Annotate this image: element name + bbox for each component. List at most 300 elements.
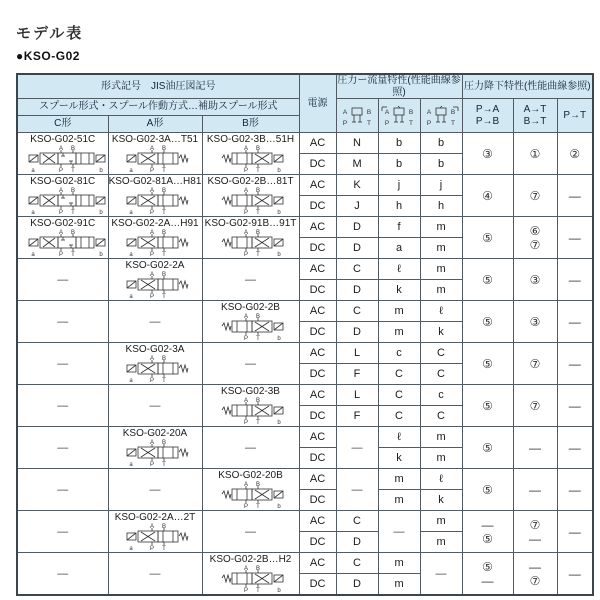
empty-model-cell: — [17, 301, 108, 343]
model-code: KSO-G02-81C [30, 176, 96, 187]
flow-value-cell: h [378, 196, 420, 217]
drop-value: — [481, 517, 494, 532]
svg-text:B: B [161, 524, 166, 530]
flow-value-cell: J [336, 196, 378, 217]
flow-value-cell: ℓ [378, 259, 420, 280]
drop-value: ③ [529, 272, 541, 287]
drop-value: ② [569, 146, 581, 161]
model-code: KSO-G02-3A [125, 344, 185, 355]
flow-value-cell: D [336, 322, 378, 343]
drop-value: ⑦ [529, 517, 541, 532]
flow-value-cell: k [378, 280, 420, 301]
drop-value: — [529, 559, 542, 574]
flow-value-cell: C [378, 385, 420, 406]
table-row [17, 175, 593, 196]
svg-text:P: P [243, 210, 248, 215]
flow-value-cell: L [336, 343, 378, 364]
svg-text:a: a [128, 168, 133, 173]
empty-model-cell: — [108, 469, 202, 511]
svg-text:b: b [276, 504, 281, 509]
flow-value-cell: C [336, 553, 378, 574]
svg-text:T: T [161, 168, 166, 173]
svg-text:P: P [384, 119, 390, 127]
power-cell: DC [299, 154, 336, 175]
svg-text:a: a [128, 378, 133, 383]
svg-text:P: P [58, 168, 64, 173]
svg-text:P: P [149, 462, 154, 467]
svg-text:T: T [161, 294, 166, 299]
header-p-to-a-b [462, 99, 513, 133]
drop-value: — [568, 524, 581, 539]
power-cell: AC [299, 301, 336, 322]
header-p-to-t [557, 99, 593, 133]
flow-value-cell: m [378, 301, 420, 322]
power-cell: DC [299, 490, 336, 511]
empty-model-cell: — [17, 385, 108, 427]
svg-text:A: A [149, 188, 154, 194]
drop-value: — [568, 314, 581, 329]
svg-text:a: a [128, 546, 133, 551]
power-cell: AC [299, 427, 336, 448]
model-cell [108, 343, 202, 385]
valve-center-position-icon [336, 99, 378, 133]
model-code: KSO-G02-2A…H91 [111, 218, 199, 229]
power-cell: AC [299, 175, 336, 196]
svg-text:B: B [161, 356, 166, 362]
flow-value-cell: j [420, 175, 462, 196]
svg-text:T: T [161, 378, 166, 383]
power-cell: AC [299, 511, 336, 532]
svg-text:B: B [255, 482, 260, 488]
drop-value-cell [557, 301, 593, 343]
flow-value-cell: — [420, 553, 462, 596]
svg-text:A: A [426, 108, 432, 116]
valve-symbol [109, 145, 203, 173]
svg-text:A: A [149, 146, 154, 152]
header-symbol-code: 形式記号 JIS油圧図記号 [17, 74, 299, 99]
svg-text:B: B [255, 146, 260, 152]
drop-value-cell [557, 133, 593, 175]
drop-value: ④ [482, 188, 493, 203]
flow-value-cell: D [336, 280, 378, 301]
drop-value-cell [462, 553, 513, 596]
flow-value-cell: m [420, 238, 462, 259]
svg-text:T: T [367, 119, 372, 127]
valve-right-offset-icon [420, 99, 462, 133]
flow-value-cell: m [378, 322, 420, 343]
header-flow-characteristics: 圧力ー流量特性(性能曲線参照) [337, 75, 461, 98]
flow-value-cell: b [378, 154, 420, 175]
table-row [17, 427, 593, 448]
svg-text:B: B [255, 398, 260, 404]
flow-value-cell: m [378, 574, 420, 596]
drop-value-cell [557, 469, 593, 511]
svg-text:A: A [342, 108, 348, 116]
svg-text:A: A [243, 398, 248, 404]
model-code: KSO-G02-3B [221, 386, 280, 397]
svg-text:a: a [31, 210, 35, 215]
svg-text:T: T [255, 504, 260, 509]
empty-model-cell: — [202, 511, 299, 553]
flow-value-cell: m [378, 469, 420, 490]
flow-value-cell: C [420, 343, 462, 364]
flow-value-cell: C [336, 511, 378, 532]
model-cell [202, 469, 299, 511]
svg-text:B: B [366, 108, 372, 116]
flow-value-cell: a [378, 238, 420, 259]
power-cell: AC [299, 385, 336, 406]
svg-text:a: a [128, 252, 133, 257]
svg-text:b: b [99, 252, 103, 257]
drop-value: ⑤ [482, 531, 493, 546]
svg-text:P: P [243, 588, 248, 593]
svg-text:A: A [58, 230, 64, 236]
svg-text:a: a [128, 462, 133, 467]
model-code: KSO-G02-20A [122, 428, 188, 439]
flow-value-cell: k [420, 490, 462, 511]
svg-text:B: B [70, 230, 76, 236]
valve-left-offset-icon [378, 99, 420, 133]
flow-value-cell: f [378, 217, 420, 238]
svg-text:T: T [161, 546, 166, 551]
drop-value: ⑤ [482, 398, 493, 413]
model-cell [202, 133, 299, 175]
drop-value: ⑦ [529, 237, 541, 252]
flow-value-cell: b [420, 133, 462, 154]
model-code: KSO-G02-3A…T51 [111, 134, 199, 145]
drop-col-label: P→A [475, 104, 500, 115]
svg-text:a: a [31, 252, 35, 257]
drop-value-cell [513, 511, 557, 553]
power-cell: AC [299, 343, 336, 364]
model-code: KSO-G02-3B…51H [206, 134, 295, 145]
header-col-c-type: C形 [17, 116, 108, 133]
drop-value-cell [513, 343, 557, 385]
model-cell [17, 175, 108, 217]
model-cell [108, 175, 202, 217]
model-cell [202, 217, 299, 259]
flow-value-cell: L [336, 385, 378, 406]
drop-value-cell [557, 217, 593, 259]
flow-value-cell: j [378, 175, 420, 196]
drop-value: ⑦ [529, 356, 541, 371]
drop-value: ⑤ [482, 230, 493, 245]
flow-value-cell: m [420, 280, 462, 301]
table-row [17, 553, 593, 574]
svg-text:T: T [161, 252, 166, 257]
flow-value-cell: D [336, 238, 378, 259]
drop-value: — [568, 230, 581, 245]
valve-symbol [203, 313, 300, 341]
drop-value-cell [513, 385, 557, 427]
svg-text:B: B [255, 314, 260, 320]
header-pressure-drop-characteristics: 圧力降下特性(性能曲線参照) [462, 74, 593, 99]
svg-text:b: b [99, 168, 103, 173]
table-row [17, 217, 593, 238]
svg-text:T: T [161, 462, 166, 467]
model-code: KSO-G02-81A…H81 [108, 176, 202, 187]
valve-symbol [109, 229, 203, 257]
svg-text:T: T [255, 336, 260, 341]
drop-col-label: P→B [475, 115, 500, 127]
drop-value-cell [462, 469, 513, 511]
flow-value-cell: c [378, 343, 420, 364]
flow-value-cell: b [420, 154, 462, 175]
model-cell [202, 175, 299, 217]
flow-value-cell: C [378, 406, 420, 427]
empty-model-cell: — [202, 427, 299, 469]
flow-value-cell: M [336, 154, 378, 175]
model-cell [202, 301, 299, 343]
power-cell: DC [299, 532, 336, 553]
svg-text:T: T [451, 119, 456, 127]
flow-value-cell: — [336, 427, 378, 469]
svg-text:B: B [450, 108, 456, 116]
drop-value: ① [529, 146, 541, 161]
drop-value-cell [557, 343, 593, 385]
model-code: KSO-G02-2B…81T [207, 176, 294, 187]
valve-symbol [203, 229, 300, 257]
power-cell: DC [299, 196, 336, 217]
svg-text:P: P [342, 119, 348, 127]
power-cell: DC [299, 448, 336, 469]
flow-value-cell: ℓ [378, 427, 420, 448]
valve-symbol [18, 145, 108, 173]
drop-value: — [568, 482, 581, 497]
svg-text:A: A [243, 482, 248, 488]
drop-value: — [529, 531, 542, 546]
svg-text:A: A [243, 188, 248, 194]
svg-text:T: T [255, 168, 260, 173]
drop-value: — [568, 566, 581, 581]
drop-value: ⑦ [529, 573, 541, 588]
model-code: KSO-G02-20B [218, 470, 283, 481]
header-row-1 [17, 74, 593, 99]
drop-value-cell [462, 385, 513, 427]
drop-value-cell [462, 217, 513, 259]
svg-text:A: A [149, 524, 154, 530]
model-cell [108, 133, 202, 175]
flow-value-cell: F [336, 364, 378, 385]
power-cell: DC [299, 322, 336, 343]
power-cell: AC [299, 259, 336, 280]
svg-text:B: B [161, 440, 166, 446]
svg-text:P: P [243, 168, 248, 173]
svg-text:B: B [255, 230, 260, 236]
drop-value-cell [557, 511, 593, 553]
power-cell: DC [299, 406, 336, 427]
drop-value-cell [557, 175, 593, 217]
svg-text:b: b [276, 420, 281, 425]
drop-value: ⑤ [482, 482, 493, 497]
flow-value-cell: C [378, 364, 420, 385]
flow-value-cell: b [378, 133, 420, 154]
svg-text:A: A [58, 146, 64, 152]
svg-text:P: P [149, 546, 154, 551]
drop-value: ⑤ [482, 440, 493, 455]
drop-value-cell [557, 259, 593, 301]
flow-value-cell: h [420, 196, 462, 217]
drop-value-cell [462, 343, 513, 385]
flow-value-cell: — [378, 511, 420, 553]
drop-value-cell [462, 259, 513, 301]
power-cell: AC [299, 217, 336, 238]
empty-model-cell: — [17, 553, 108, 596]
drop-value: ⑥ [529, 223, 541, 238]
model-table [16, 73, 594, 596]
valve-symbol [203, 565, 300, 593]
svg-text:A: A [243, 566, 248, 572]
drop-value-cell [513, 553, 557, 596]
svg-text:P: P [426, 119, 432, 127]
valve-symbol [203, 481, 300, 509]
svg-text:P: P [149, 252, 154, 257]
valve-symbol [18, 229, 108, 257]
power-cell: DC [299, 574, 336, 596]
drop-value-cell [513, 427, 557, 469]
empty-model-cell: — [108, 301, 202, 343]
drop-value: ⑤ [482, 356, 493, 371]
svg-text:P: P [243, 420, 248, 425]
model-code: KSO-G02-91C [30, 218, 96, 229]
model-code: KSO-G02-2B…H2 [209, 554, 292, 565]
svg-text:B: B [161, 146, 166, 152]
svg-text:P: P [58, 210, 64, 215]
drop-value: — [568, 356, 581, 371]
svg-text:b: b [276, 210, 281, 215]
flow-value-cell: C [420, 406, 462, 427]
flow-value-cell: m [420, 511, 462, 532]
power-cell: AC [299, 133, 336, 154]
flow-value-cell: C [420, 364, 462, 385]
svg-text:T: T [255, 420, 260, 425]
valve-symbol [203, 145, 300, 173]
drop-value: ⑦ [529, 398, 541, 413]
empty-model-cell: — [202, 343, 299, 385]
empty-model-cell: — [17, 259, 108, 301]
svg-text:b: b [99, 210, 103, 215]
svg-text:a: a [128, 210, 133, 215]
header-col-b-type: B形 [202, 116, 299, 133]
catalog-page [16, 22, 594, 596]
drop-value-cell [513, 259, 557, 301]
svg-text:A: A [58, 188, 64, 194]
svg-text:A: A [243, 230, 248, 236]
flow-value-cell: — [336, 469, 378, 511]
empty-model-cell: — [17, 343, 108, 385]
svg-text:A: A [149, 230, 154, 236]
table-row [17, 385, 593, 406]
model-code: KSO-G02-91B…91T [204, 218, 297, 229]
drop-value-cell [557, 427, 593, 469]
drop-value-cell [513, 469, 557, 511]
flow-value-cell: D [336, 574, 378, 596]
drop-value-cell [513, 175, 557, 217]
header-power-source: 電源 [299, 74, 336, 133]
model-cell [108, 427, 202, 469]
svg-text:T: T [409, 119, 414, 127]
valve-symbol [109, 523, 203, 551]
drop-value: ⑤ [482, 559, 493, 574]
power-cell: DC [299, 280, 336, 301]
drop-value: ⑤ [482, 314, 493, 329]
drop-value: — [529, 482, 542, 497]
valve-symbol [109, 355, 203, 383]
drop-value: — [568, 188, 581, 203]
model-code: KSO-G02-2A…2T [114, 512, 196, 523]
drop-value-cell [462, 511, 513, 553]
drop-value-cell [513, 133, 557, 175]
flow-value-cell: m [378, 490, 420, 511]
svg-text:A: A [149, 440, 154, 446]
drop-value: — [568, 272, 581, 287]
flow-value-cell: D [336, 532, 378, 553]
valve-symbol [203, 397, 300, 425]
svg-text:P: P [243, 336, 248, 341]
svg-text:T: T [71, 252, 75, 257]
flow-value-cell: m [420, 448, 462, 469]
model-cell [17, 217, 108, 259]
table-row [17, 511, 593, 532]
page-title: モデル表 [16, 25, 84, 42]
drop-value: ③ [482, 146, 493, 161]
model-code: KSO-G02-51C [30, 134, 96, 145]
valve-symbol [109, 187, 203, 215]
drop-value: — [568, 398, 581, 413]
model-cell [108, 217, 202, 259]
svg-text:B: B [408, 108, 414, 116]
valve-symbol [18, 187, 108, 215]
svg-text:T: T [71, 168, 75, 173]
svg-text:B: B [255, 566, 260, 572]
flow-value-cell: ℓ [420, 301, 462, 322]
model-cell [108, 259, 202, 301]
table-row [17, 469, 593, 490]
svg-text:b: b [276, 252, 281, 257]
flow-value-cell: K [336, 175, 378, 196]
flow-value-cell: m [420, 217, 462, 238]
empty-model-cell: — [17, 511, 108, 553]
drop-value-cell [557, 553, 593, 596]
drop-value-cell [557, 385, 593, 427]
model-cell [202, 385, 299, 427]
drop-col-label: B→T [523, 115, 547, 127]
drop-value-cell [513, 301, 557, 343]
table-row [17, 301, 593, 322]
flow-value-cell: F [336, 406, 378, 427]
svg-text:P: P [243, 252, 248, 257]
svg-text:b: b [276, 588, 281, 593]
drop-value-cell [462, 427, 513, 469]
svg-text:T: T [255, 252, 260, 257]
drop-col-label: P→T [563, 109, 587, 121]
drop-value: — [568, 440, 581, 455]
svg-text:A: A [243, 146, 248, 152]
svg-text:P: P [149, 294, 154, 299]
empty-model-cell: — [17, 469, 108, 511]
empty-model-cell: — [108, 553, 202, 596]
header-spool-type: スプール形式・スプール作動方式…補助スプール形式 [17, 99, 299, 116]
model-cell [202, 553, 299, 596]
table-row [17, 259, 593, 280]
flow-value-cell: m [378, 553, 420, 574]
svg-text:P: P [149, 378, 154, 383]
drop-value-cell [462, 133, 513, 175]
svg-text:B: B [70, 188, 76, 194]
model-code: KSO-G02-2A [125, 260, 185, 271]
svg-text:B: B [161, 272, 166, 278]
valve-symbol [109, 271, 203, 299]
